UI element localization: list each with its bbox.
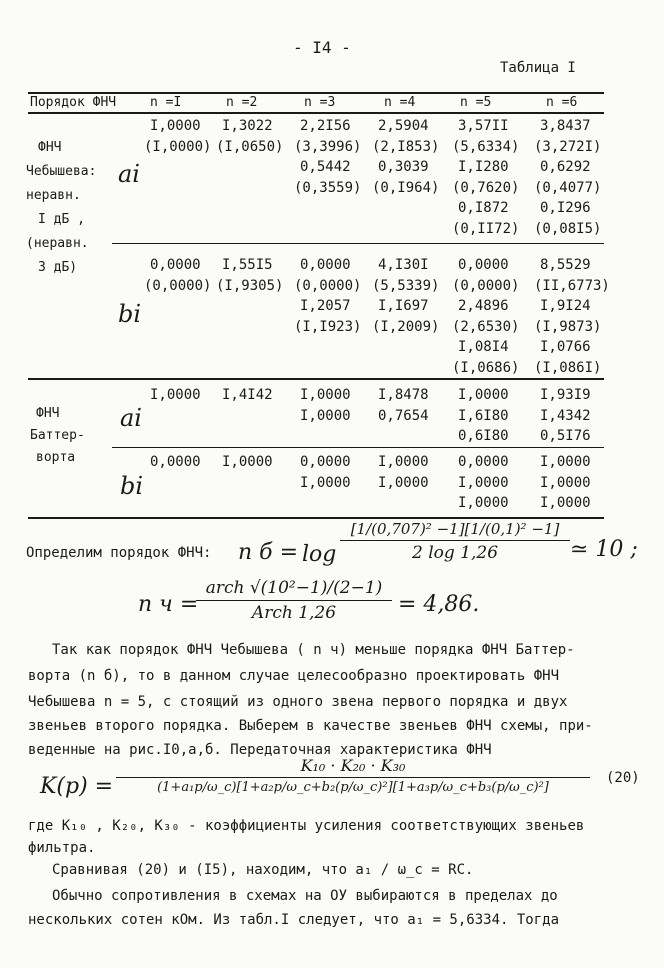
header-n-1: n =I: [150, 95, 182, 110]
formula1-result: ≃ 10 ;: [570, 537, 638, 562]
transfer-lhs: K(p) =: [40, 774, 114, 799]
table-bottom-rule: [28, 517, 604, 519]
table-cell: I,08I4: [458, 339, 509, 355]
table-cell: I,4342: [540, 407, 591, 424]
table-cell: 0,5I76: [540, 428, 591, 444]
table-cell: (0,I964): [372, 179, 440, 196]
table-cell: (I,I923): [294, 318, 362, 335]
header-n-5: n =5: [460, 95, 492, 110]
table-cell: I,2057: [300, 298, 351, 314]
last-line1: Обычно сопротивления в схемах на ОУ выбираются в пределах до: [52, 888, 558, 904]
table-cell: (5,6334): [452, 138, 520, 155]
table-cell: I,0000: [458, 387, 509, 403]
table-cell: 0,0000: [458, 454, 509, 470]
transfer-fraction: [116, 756, 590, 795]
table-cell: (3,272I): [534, 138, 602, 155]
last-line2: нескольких сотен кОм. Из табл.I следует, что a₁ = 5,6334. Тогда: [28, 912, 560, 928]
order-intro: Определим порядок ФНЧ:: [26, 545, 212, 561]
table-cell: I,0000: [458, 474, 509, 491]
where-line2: фильтра.: [28, 840, 96, 856]
formula1-denominator: 2 log 1,26: [411, 543, 499, 563]
table-top-rule: [28, 92, 604, 94]
butt-ab-divider: [112, 447, 604, 448]
table-cell: (5,5339): [372, 277, 440, 294]
table-cell: (I,2009): [372, 318, 440, 335]
table-cell: (0,0000): [452, 277, 520, 294]
header-n-6: n =6: [546, 95, 578, 110]
table-cell: 0,6292: [540, 159, 591, 175]
cheb-label-line: ФНЧ: [38, 140, 62, 155]
formula2-result: = 4,86.: [398, 592, 480, 617]
butt-bi-symbol: bi: [120, 472, 144, 500]
table-cell: (0,08I5): [534, 220, 602, 237]
table-cell: 3,57II: [458, 118, 509, 134]
cheb-label-line: I дБ ,: [38, 212, 85, 227]
table-cell: (I,0650): [216, 138, 284, 155]
table-cell: I,8478: [378, 387, 429, 403]
table-cell: 0,0000: [300, 257, 351, 273]
formula1-lhs: n б =: [238, 540, 299, 565]
table-cell: 0,I872: [458, 200, 509, 216]
table-cell: I,0000: [378, 454, 429, 470]
paragraph1-line5: веденные на рис.I0,а,б. Передаточная характеристика ФНЧ: [28, 742, 492, 758]
cheb-ab-divider: [112, 243, 604, 244]
table-cell: 3,8437: [540, 118, 591, 134]
header-n-4: n =4: [384, 95, 416, 110]
table-cell: I,I280: [458, 159, 509, 175]
header-n-2: n =2: [226, 95, 258, 110]
table-cell: (I,086I): [534, 359, 602, 376]
table-cell: (2,6530): [452, 318, 520, 335]
table-cell: I,0000: [300, 474, 351, 491]
table-cell: 2,2I56: [300, 118, 351, 134]
table-cell: (I,0686): [452, 359, 520, 376]
cheb-label-line: 3 дБ): [38, 260, 78, 275]
table-cell: 0,7654: [378, 407, 429, 424]
transfer-bar: [116, 777, 590, 778]
cheb-label-line: Чебышева:: [26, 164, 97, 179]
table-cell: I,0000: [540, 474, 591, 491]
transfer-denominator: (1+a₁p/ω_c)[1+a₂p/ω_c+b₂(p/ω_c)²][1+a₃p/ω_c+b₃(p/ω_c)²]: [157, 780, 549, 795]
table-cell: (3,3996): [294, 138, 362, 155]
butt-label-line: Баттер-: [30, 428, 85, 443]
table-cell: (I,9305): [216, 277, 284, 294]
table-cell: I,0000: [150, 118, 201, 134]
table-cell: I,0766: [540, 339, 591, 355]
butt-label-line: ФНЧ: [36, 406, 60, 421]
section-divider: [28, 378, 604, 380]
table-cell: 0,0000: [458, 257, 509, 273]
formula2-denominator: Arch 1,26: [251, 603, 337, 623]
table-cell: 0,I296: [540, 200, 591, 216]
table-cell: I,0000: [150, 387, 201, 403]
table-header-rule: [28, 112, 604, 114]
table-cell: (0,7620): [452, 179, 520, 196]
table-cell: 2,4896: [458, 298, 509, 314]
table-cell: I,0000: [540, 495, 591, 511]
cheb-bi-symbol: bi: [118, 300, 142, 328]
table-cell: I,3022: [222, 118, 273, 134]
table-cell: I,6I80: [458, 407, 509, 424]
butt-ai-symbol: ai: [120, 404, 142, 432]
table-cell: 0,0000: [150, 454, 201, 470]
paragraph1-line3: Чебышева n = 5, с стоящий из одного звена первого порядка и двух: [28, 694, 568, 710]
header-n-3: n =3: [304, 95, 336, 110]
table-cell: (I,9873): [534, 318, 602, 335]
table-cell: (I,0000): [144, 138, 212, 155]
butt-label-line: ворта: [36, 450, 76, 465]
table-cell: I,0000: [458, 495, 509, 511]
table-cell: I,0000: [222, 454, 273, 470]
page-number: - I4 -: [293, 38, 351, 57]
table-cell: 8,5529: [540, 257, 591, 273]
table-cell: 0,0000: [300, 454, 351, 470]
header-order-label: Порядок ФНЧ: [30, 95, 117, 110]
table-cell: (0,0000): [294, 277, 362, 294]
table-cell: 0,5442: [300, 159, 351, 175]
formula2-fraction: [196, 578, 392, 623]
table-cell: (II,6773): [534, 277, 610, 294]
formula2-numerator: arch √(10²−1)/(2−1): [205, 578, 383, 598]
cheb-ai-symbol: ai: [118, 160, 140, 188]
table-cell: I,55I5: [222, 257, 273, 273]
table-cell: I,0000: [300, 387, 351, 403]
paragraph1-line2: ворта (n б), то в данном случае целесообразно проектировать ФНЧ: [28, 668, 560, 684]
table-cell: 2,5904: [378, 118, 429, 134]
table-cell: (0,4077): [534, 179, 602, 196]
transfer-numerator: K₁₀ · K₂₀ · K₃₀: [300, 756, 406, 775]
table-cell: 0,6I80: [458, 428, 509, 444]
formula1-bar: [340, 540, 570, 541]
table-cell: I,9I24: [540, 298, 591, 314]
formula2-bar: [196, 600, 392, 601]
table-cell: (2,I853): [372, 138, 440, 155]
formula1-log: log: [302, 542, 337, 567]
table-cell: 0,0000: [150, 257, 201, 273]
table-cell: 4,I30I: [378, 257, 429, 273]
cheb-label-line: неравн.: [26, 188, 81, 203]
formula1-fraction: [340, 520, 570, 563]
table-cell: I,0000: [300, 407, 351, 424]
where-line: где K₁₀ , K₂₀, K₃₀ - коэффициенты усиления соответствующих звеньев: [28, 818, 585, 834]
paragraph1-line1: Так как порядок ФНЧ Чебышева ( n ч) меньше порядка ФНЧ Баттер-: [52, 642, 575, 658]
table-cell: (0,0000): [144, 277, 212, 294]
formula1-numerator: [1/(0,707)² −1][1/(0,1)² −1]: [350, 520, 560, 538]
table-cell: 0,3039: [378, 159, 429, 175]
paragraph1-line4: звеньев второго порядка. Выберем в качестве звеньев ФНЧ схемы, при-: [28, 718, 593, 734]
table-caption: Таблица I: [500, 60, 576, 76]
cheb-label-line: (неравн.: [26, 236, 89, 251]
formula2-lhs: n ч =: [138, 592, 199, 617]
equation-number: (20): [606, 770, 640, 786]
table-cell: I,93I9: [540, 387, 591, 403]
table-cell: (0,3559): [294, 179, 362, 196]
table-cell: (0,II72): [452, 220, 520, 237]
table-cell: I,0000: [540, 454, 591, 470]
table-cell: I,I697: [378, 298, 429, 314]
table-cell: I,0000: [378, 474, 429, 491]
compare-line: Сравнивая (20) и (I5), находим, что a₁ / ω_c = RC.: [52, 862, 474, 878]
table-cell: I,4I42: [222, 387, 273, 403]
